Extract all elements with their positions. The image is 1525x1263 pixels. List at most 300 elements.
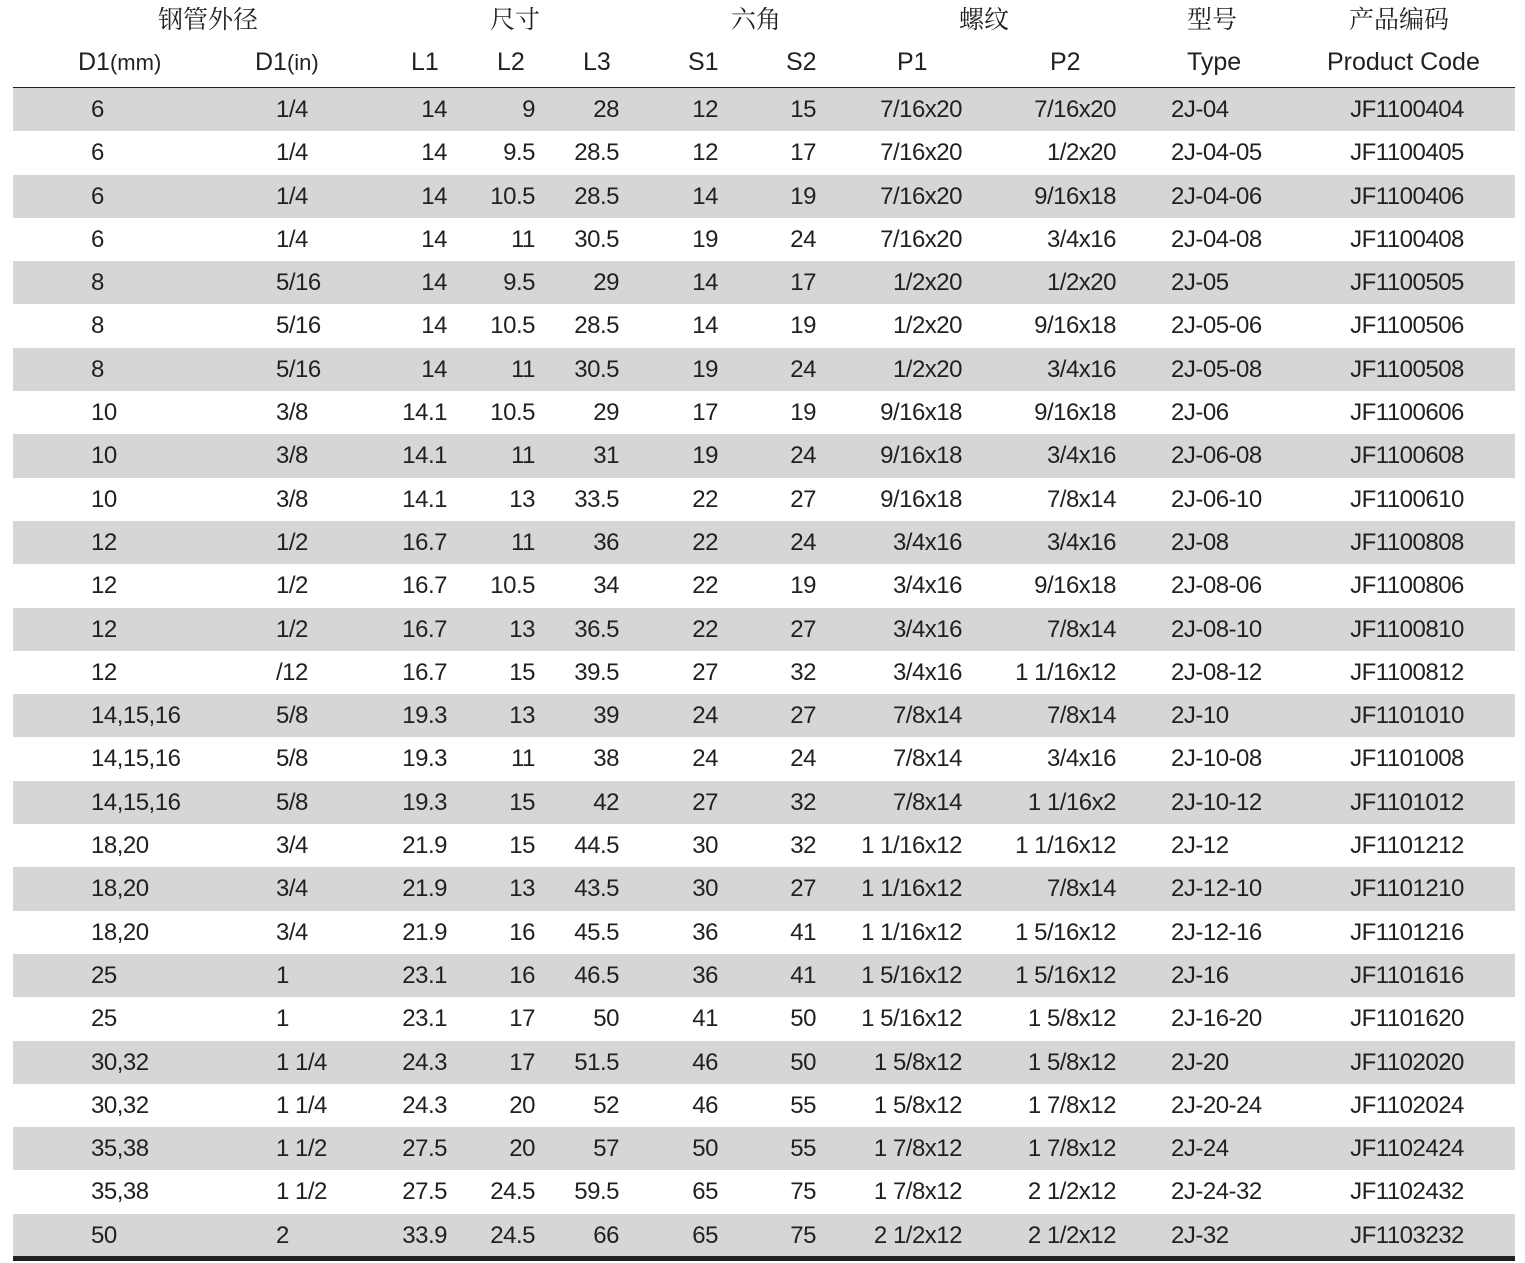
- cell-d1-mm: 6: [91, 139, 104, 167]
- cell-p2: 1 5/16x12: [1015, 961, 1116, 989]
- cell-type: 2J-08: [1171, 528, 1229, 556]
- cell-l3: 46.5: [574, 961, 619, 989]
- cell-l2: 11: [511, 442, 535, 470]
- cell-l2: 10.5: [490, 399, 535, 427]
- cell-l3: 45.5: [574, 918, 619, 946]
- cell-l3: 36: [593, 528, 619, 556]
- cell-l1: 19.3: [402, 702, 447, 730]
- cell-d1-in: 1 1/4: [276, 1091, 327, 1119]
- header-model: 型号: [1187, 6, 1238, 34]
- cell-d1-mm: 35,38: [91, 1178, 149, 1206]
- cell-s1: 14: [692, 312, 718, 340]
- cell-l3: 39.5: [574, 658, 619, 686]
- cell-l1: 24.3: [402, 1091, 447, 1119]
- cell-d1-mm: 12: [91, 528, 117, 556]
- cell-d1-in: 1/4: [276, 182, 308, 210]
- table-row: [13, 391, 1515, 434]
- cell-product-code: JF1102432: [1350, 1178, 1464, 1206]
- table-row: [13, 261, 1515, 304]
- cell-d1-in: 3/4: [276, 918, 308, 946]
- cell-d1-in: 1/4: [276, 139, 308, 167]
- cell-l1: 16.7: [402, 615, 447, 643]
- cell-l1: 16.7: [402, 528, 447, 556]
- cell-type: 2J-10-08: [1171, 745, 1262, 773]
- cell-type: 2J-12: [1171, 832, 1229, 860]
- cell-l1: 14.1: [402, 442, 447, 470]
- cell-s2: 50: [790, 1048, 816, 1076]
- cell-l3: 29: [593, 399, 619, 427]
- cell-l3: 31: [593, 442, 619, 470]
- cell-p2: 1 1/16x2: [1027, 788, 1116, 816]
- cell-l2: 24.5: [490, 1221, 535, 1249]
- cell-l2: 20: [509, 1135, 535, 1163]
- table-row: [13, 1084, 1515, 1127]
- cell-p2: 9/16x18: [1034, 399, 1116, 427]
- cell-l2: 17: [509, 1048, 535, 1076]
- cell-l2: 13: [509, 485, 535, 513]
- cell-d1-mm: 30,32: [91, 1048, 149, 1076]
- cell-d1-mm: 10: [91, 485, 117, 513]
- cell-l3: 28.5: [574, 139, 619, 167]
- cell-product-code: JF1102020: [1350, 1048, 1464, 1076]
- cell-s2: 24: [790, 355, 816, 383]
- cell-type: 2J-24: [1171, 1135, 1229, 1163]
- cell-p1: 1/2x20: [892, 269, 962, 297]
- cell-l2: 11: [511, 745, 535, 773]
- cell-s1: 24: [692, 745, 718, 773]
- cell-s2: 19: [790, 312, 816, 340]
- cell-l3: 57: [593, 1135, 619, 1163]
- cell-l3: 34: [593, 572, 619, 600]
- cell-d1-mm: 18,20: [91, 832, 149, 860]
- cell-d1-mm: 14,15,16: [91, 702, 181, 730]
- cell-s1: 17: [692, 399, 718, 427]
- cell-product-code: JF1100505: [1350, 269, 1464, 297]
- cell-d1-in: 2: [276, 1221, 289, 1249]
- cell-d1-in: 3/4: [276, 832, 308, 860]
- cell-l1: 21.9: [402, 832, 447, 860]
- cell-p1: 7/16x20: [880, 225, 962, 253]
- cell-l3: 28: [593, 96, 619, 123]
- cell-s2: 50: [790, 1005, 816, 1033]
- cell-type: 2J-06: [1171, 399, 1229, 427]
- cell-product-code: JF1100406: [1350, 182, 1464, 210]
- cell-l3: 43.5: [574, 875, 619, 903]
- cell-d1-mm: 8: [91, 355, 104, 383]
- cell-d1-in: 1/4: [276, 96, 308, 123]
- cell-s2: 55: [790, 1135, 816, 1163]
- cell-d1-mm: 25: [91, 961, 117, 989]
- cell-l2: 13: [509, 702, 535, 730]
- cell-s2: 15: [790, 96, 816, 123]
- cell-type: 2J-20-24: [1171, 1091, 1262, 1119]
- cell-l1: 24.3: [402, 1048, 447, 1076]
- col-header-p1: P1: [897, 48, 928, 76]
- cell-l3: 29: [593, 269, 619, 297]
- cell-p2: 7/8x14: [1046, 702, 1116, 730]
- cell-p1: 7/16x20: [880, 96, 962, 123]
- cell-s1: 50: [692, 1135, 718, 1163]
- cell-p2: 7/8x14: [1046, 485, 1116, 513]
- cell-d1-mm: 8: [91, 269, 104, 297]
- cell-product-code: JF1100812: [1350, 658, 1464, 686]
- cell-d1-in: /12: [276, 658, 308, 686]
- cell-p1: 1/2x20: [892, 312, 962, 340]
- cell-s2: 24: [790, 442, 816, 470]
- table-row: [13, 911, 1515, 954]
- table-row: [13, 131, 1515, 174]
- cell-s1: 22: [692, 572, 718, 600]
- cell-l3: 66: [593, 1221, 619, 1249]
- table-row: [13, 1041, 1515, 1084]
- cell-product-code: JF1100610: [1350, 485, 1464, 513]
- cell-d1-mm: 35,38: [91, 1135, 149, 1163]
- cell-l1: 14: [421, 269, 447, 297]
- cell-l3: 51.5: [574, 1048, 619, 1076]
- cell-l1: 23.1: [402, 1005, 447, 1033]
- cell-l3: 59.5: [574, 1178, 619, 1206]
- table-row: [13, 521, 1515, 564]
- cell-l1: 19.3: [402, 745, 447, 773]
- table-row: [13, 1214, 1515, 1257]
- cell-s1: 19: [692, 442, 718, 470]
- cell-product-code: JF1100806: [1350, 572, 1464, 600]
- cell-product-code: JF1102424: [1350, 1135, 1464, 1163]
- cell-l2: 15: [509, 788, 535, 816]
- cell-p1: 1 5/8x12: [873, 1048, 962, 1076]
- cell-s1: 12: [692, 139, 718, 167]
- table-row: [13, 867, 1515, 910]
- cell-p1: 1 5/8x12: [873, 1091, 962, 1119]
- cell-p1: 7/8x14: [892, 702, 962, 730]
- cell-d1-in: 5/16: [276, 312, 321, 340]
- cell-s1: 27: [692, 658, 718, 686]
- cell-l2: 10.5: [490, 312, 535, 340]
- cell-s1: 65: [692, 1221, 718, 1249]
- col-header-d1-mm: [78, 42, 161, 82]
- column-header-row: [0, 42, 1525, 82]
- cell-d1-mm: 10: [91, 399, 117, 427]
- table-row: [13, 997, 1515, 1040]
- cell-d1-mm: 50: [91, 1221, 117, 1249]
- cell-d1-in: 5/16: [276, 269, 321, 297]
- cell-p1: 3/4x16: [892, 658, 962, 686]
- cell-d1-in: 3/8: [276, 399, 308, 427]
- cell-product-code: JF1102024: [1350, 1091, 1464, 1119]
- header-size: 尺寸: [490, 6, 541, 34]
- bottom-rule: [13, 1256, 1515, 1261]
- cell-l1: 16.7: [402, 658, 447, 686]
- cell-d1-in: 3/4: [276, 875, 308, 903]
- cell-type: 2J-08-06: [1171, 572, 1262, 600]
- cell-l1: 14: [421, 312, 447, 340]
- cell-p2: 9/16x18: [1034, 572, 1116, 600]
- cell-product-code: JF1100608: [1350, 442, 1464, 470]
- cell-d1-in: 1/4: [276, 225, 308, 253]
- cell-s1: 46: [692, 1091, 718, 1119]
- cell-type: 2J-32: [1171, 1221, 1229, 1249]
- cell-p2: 1/2x20: [1046, 269, 1116, 297]
- cell-d1-mm: 25: [91, 1005, 117, 1033]
- cell-p1: 1 5/16x12: [861, 1005, 962, 1033]
- cell-s1: 22: [692, 485, 718, 513]
- cell-l3: 30.5: [574, 355, 619, 383]
- cell-l1: 19.3: [402, 788, 447, 816]
- cell-l2: 13: [509, 875, 535, 903]
- cell-l3: 30.5: [574, 225, 619, 253]
- cell-d1-in: 1/2: [276, 528, 308, 556]
- cell-s2: 27: [790, 615, 816, 643]
- cell-s1: 19: [692, 355, 718, 383]
- cell-p2: 1 1/16x12: [1015, 658, 1116, 686]
- cell-d1-in: 1 1/2: [276, 1178, 327, 1206]
- cell-d1-in: 1: [276, 1005, 289, 1033]
- cell-s2: 27: [790, 485, 816, 513]
- col-header-d1-mm-label: D1: [78, 48, 110, 76]
- cell-product-code: JF1100810: [1350, 615, 1464, 643]
- cell-s1: 14: [692, 182, 718, 210]
- cell-type: 2J-04: [1171, 96, 1229, 123]
- col-header-l1: L1: [411, 48, 439, 76]
- cell-d1-in: 5/8: [276, 702, 308, 730]
- cell-p1: 1 1/16x12: [861, 875, 962, 903]
- cell-type: 2J-05-06: [1171, 312, 1262, 340]
- cell-type: 2J-10: [1171, 702, 1229, 730]
- cell-product-code: JF1101620: [1350, 1005, 1464, 1033]
- cell-p2: 1 1/16x12: [1015, 832, 1116, 860]
- cell-p1: 9/16x18: [880, 442, 962, 470]
- cell-s1: 36: [692, 961, 718, 989]
- cell-s2: 32: [790, 658, 816, 686]
- col-header-type: Type: [1187, 48, 1242, 76]
- cell-d1-mm: 30,32: [91, 1091, 149, 1119]
- cell-l2: 9: [522, 96, 535, 123]
- cell-l2: 11: [511, 355, 535, 383]
- cell-p2: 9/16x18: [1034, 312, 1116, 340]
- cell-s2: 32: [790, 788, 816, 816]
- cell-l2: 16: [509, 961, 535, 989]
- cell-d1-mm: 12: [91, 615, 117, 643]
- cell-l1: 14: [421, 355, 447, 383]
- cell-l1: 14: [421, 225, 447, 253]
- table-row: [13, 175, 1515, 218]
- cell-d1-in: 5/16: [276, 355, 321, 383]
- table-row: [13, 694, 1515, 737]
- cell-s1: 30: [692, 832, 718, 860]
- cell-d1-in: 1 1/4: [276, 1048, 327, 1076]
- cell-d1-mm: 18,20: [91, 918, 149, 946]
- cell-p2: 7/8x14: [1046, 615, 1116, 643]
- col-header-d1-in-unit: (in): [286, 50, 319, 75]
- cell-p2: 3/4x16: [1046, 225, 1116, 253]
- cell-type: 2J-08-10: [1171, 615, 1262, 643]
- table-row: [13, 88, 1515, 131]
- cell-l2: 15: [509, 832, 535, 860]
- table-row: [13, 304, 1515, 347]
- header-product-code-cn: 产品编码: [1349, 6, 1450, 34]
- cell-type: 2J-12-16: [1171, 918, 1262, 946]
- cell-type: 2J-06-08: [1171, 442, 1262, 470]
- cell-d1-mm: 12: [91, 572, 117, 600]
- cell-l2: 11: [511, 528, 535, 556]
- col-header-s1: S1: [688, 48, 719, 76]
- group-header-row: [0, 0, 1525, 40]
- cell-d1-in: 3/8: [276, 485, 308, 513]
- cell-type: 2J-20: [1171, 1048, 1229, 1076]
- cell-s2: 19: [790, 572, 816, 600]
- cell-p2: 3/4x16: [1046, 745, 1116, 773]
- cell-type: 2J-05: [1171, 269, 1229, 297]
- cell-p2: 7/16x20: [1034, 96, 1116, 123]
- cell-s1: 14: [692, 269, 718, 297]
- col-header-l3: L3: [583, 48, 611, 76]
- cell-l2: 9.5: [503, 139, 535, 167]
- cell-s1: 36: [692, 918, 718, 946]
- cell-type: 2J-16: [1171, 961, 1229, 989]
- cell-p1: 1/2x20: [892, 355, 962, 383]
- cell-p1: 7/16x20: [880, 182, 962, 210]
- header-hex: 六角: [731, 6, 782, 34]
- cell-p1: 3/4x16: [892, 615, 962, 643]
- cell-l1: 14: [421, 182, 447, 210]
- table-row: [13, 434, 1515, 477]
- cell-d1-mm: 8: [91, 312, 104, 340]
- cell-p1: 7/16x20: [880, 139, 962, 167]
- cell-d1-in: 5/8: [276, 745, 308, 773]
- cell-l3: 28.5: [574, 182, 619, 210]
- cell-s1: 27: [692, 788, 718, 816]
- cell-s1: 41: [692, 1005, 718, 1033]
- cell-product-code: JF1100405: [1350, 139, 1464, 167]
- col-header-d1-in-label: D1: [255, 48, 287, 76]
- cell-l2: 15: [509, 658, 535, 686]
- cell-s2: 75: [790, 1221, 816, 1249]
- table-row: [13, 218, 1515, 261]
- cell-l1: 14: [421, 139, 447, 167]
- cell-p1: 3/4x16: [892, 528, 962, 556]
- cell-s1: 65: [692, 1178, 718, 1206]
- col-header-s2: S2: [786, 48, 817, 76]
- cell-p1: 1 7/8x12: [873, 1178, 962, 1206]
- cell-p1: 3/4x16: [892, 572, 962, 600]
- cell-l1: 23.1: [402, 961, 447, 989]
- table-row: [13, 651, 1515, 694]
- table-row: [13, 737, 1515, 780]
- cell-l2: 13: [509, 615, 535, 643]
- cell-l1: 14.1: [402, 485, 447, 513]
- cell-p1: 7/8x14: [892, 788, 962, 816]
- cell-s2: 32: [790, 832, 816, 860]
- cell-product-code: JF1101008: [1350, 745, 1464, 773]
- cell-p2: 1 7/8x12: [1027, 1135, 1116, 1163]
- cell-p1: 1 5/16x12: [861, 961, 962, 989]
- cell-s1: 22: [692, 615, 718, 643]
- cell-product-code: JF1100606: [1350, 399, 1464, 427]
- cell-type: 2J-12-10: [1171, 875, 1262, 903]
- cell-d1-in: 1/2: [276, 615, 308, 643]
- cell-l3: 38: [593, 745, 619, 773]
- cell-d1-mm: 6: [91, 182, 104, 210]
- cell-p2: 1 5/16x12: [1015, 918, 1116, 946]
- cell-l3: 50: [593, 1005, 619, 1033]
- col-header-product-code: Product Code: [1327, 48, 1480, 76]
- table-row: [13, 781, 1515, 824]
- cell-d1-mm: 12: [91, 658, 117, 686]
- cell-product-code: JF1100404: [1350, 96, 1464, 123]
- cell-type: 2J-06-10: [1171, 485, 1262, 513]
- col-header-d1-mm-unit: (mm): [109, 50, 162, 75]
- cell-l2: 17: [509, 1005, 535, 1033]
- cell-d1-mm: 14,15,16: [91, 745, 181, 773]
- table-row: [13, 1127, 1515, 1170]
- cell-p2: 1/2x20: [1046, 139, 1116, 167]
- cell-p2: 2 1/2x12: [1027, 1178, 1116, 1206]
- cell-d1-in: 1/2: [276, 572, 308, 600]
- cell-product-code: JF1103232: [1350, 1221, 1464, 1249]
- cell-product-code: JF1101212: [1350, 832, 1464, 860]
- cell-l2: 24.5: [490, 1178, 535, 1206]
- cell-product-code: JF1100506: [1350, 312, 1464, 340]
- cell-p2: 3/4x16: [1046, 355, 1116, 383]
- cell-product-code: JF1101010: [1350, 702, 1464, 730]
- cell-l2: 9.5: [503, 269, 535, 297]
- cell-p1: 9/16x18: [880, 485, 962, 513]
- cell-l2: 10.5: [490, 572, 535, 600]
- cell-s2: 75: [790, 1178, 816, 1206]
- table-row: [13, 608, 1515, 651]
- cell-p1: 2 1/2x12: [873, 1221, 962, 1249]
- cell-type: 2J-16-20: [1171, 1005, 1262, 1033]
- cell-d1-mm: 6: [91, 96, 104, 123]
- cell-s1: 12: [692, 96, 718, 123]
- cell-product-code: JF1100808: [1350, 528, 1464, 556]
- col-header-l2: L2: [497, 48, 525, 76]
- cell-product-code: JF1101616: [1350, 961, 1464, 989]
- cell-type: 2J-04-08: [1171, 225, 1262, 253]
- table-row: [13, 1170, 1515, 1213]
- cell-p1: 1 1/16x12: [861, 832, 962, 860]
- table-row: [13, 348, 1515, 391]
- cell-product-code: JF1101216: [1350, 918, 1464, 946]
- cell-l3: 52: [593, 1091, 619, 1119]
- cell-p2: 1 5/8x12: [1027, 1005, 1116, 1033]
- col-header-p2: P2: [1050, 48, 1081, 76]
- cell-d1-mm: 6: [91, 225, 104, 253]
- cell-l3: 36.5: [574, 615, 619, 643]
- cell-type: 2J-08-12: [1171, 658, 1262, 686]
- cell-type: 2J-10-12: [1171, 788, 1262, 816]
- cell-type: 2J-04-06: [1171, 182, 1262, 210]
- cell-s1: 22: [692, 528, 718, 556]
- cell-s2: 19: [790, 182, 816, 210]
- table-row: [13, 954, 1515, 997]
- table-body: [13, 88, 1515, 1257]
- cell-l3: 42: [593, 788, 619, 816]
- table-row: [13, 824, 1515, 867]
- cell-p2: 1 5/8x12: [1027, 1048, 1116, 1076]
- cell-d1-mm: 18,20: [91, 875, 149, 903]
- cell-p2: 1 7/8x12: [1027, 1091, 1116, 1119]
- cell-p2: 7/8x14: [1046, 875, 1116, 903]
- cell-l2: 20: [509, 1091, 535, 1119]
- header-diameter: 钢管外径: [158, 6, 259, 34]
- cell-s2: 24: [790, 225, 816, 253]
- cell-l1: 27.5: [402, 1178, 447, 1206]
- cell-d1-in: 1: [276, 961, 289, 989]
- cell-d1-mm: 10: [91, 442, 117, 470]
- cell-l1: 33.9: [402, 1221, 447, 1249]
- cell-product-code: JF1101210: [1350, 875, 1464, 903]
